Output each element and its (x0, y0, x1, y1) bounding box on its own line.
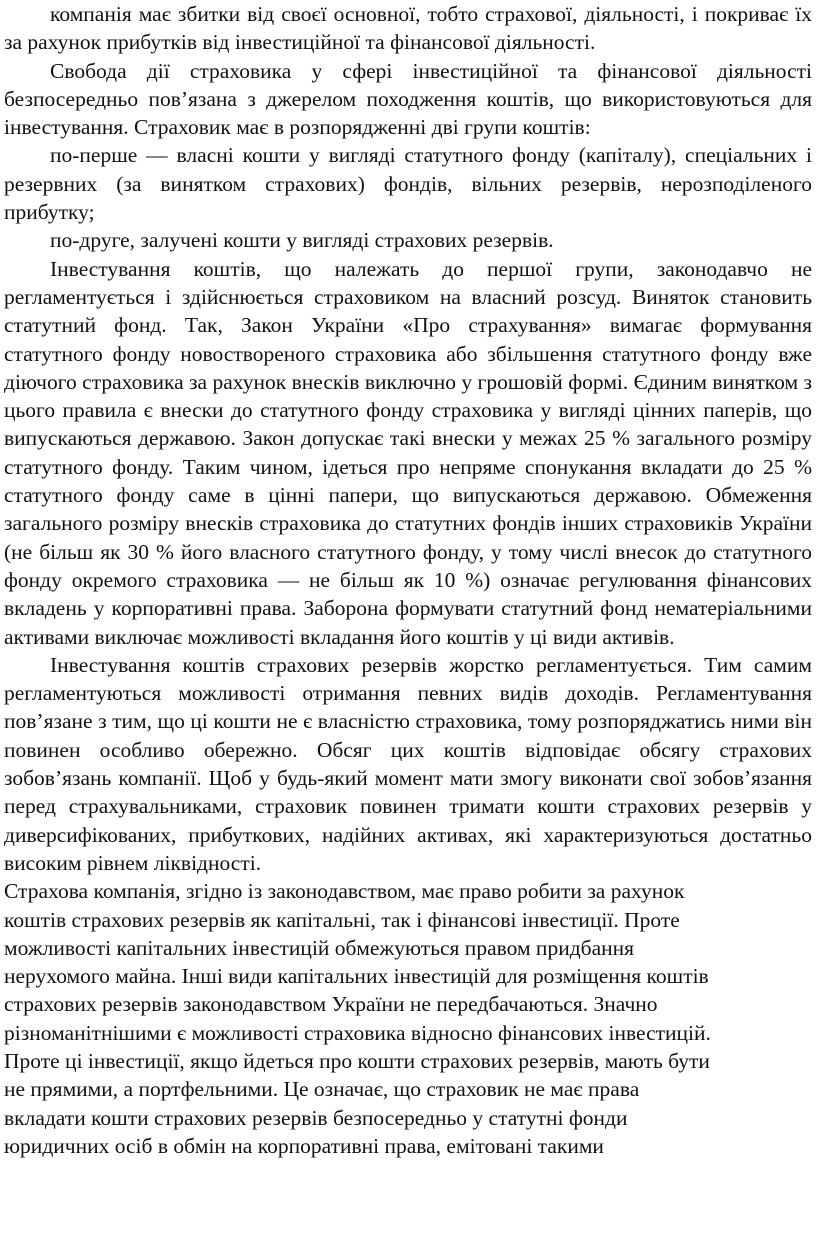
text-line: юридичних осіб в обмін на корпоративні права, емітовані такими (4, 1133, 604, 1158)
text-line: страхових резервів законодавством України не передбачаються. Значно (4, 992, 658, 1017)
paragraph-3: по-перше — власні кошти у вигляді статутного фонду (капіталу), спеціальних і резервних (за винятком страхових) фондів, вільних резервів, нерозподіленого прибутку; (4, 143, 812, 225)
paragraph-7 (4, 877, 812, 1160)
text-line: можливості капітальних інвестицій обмежуються правом придбання (4, 935, 635, 960)
text-line: різноманітнішими є можливості страховика відносно фінансових інвестицій. (4, 1020, 711, 1045)
text-line: не прямими, а портфельними. Це означає, що страховик не має права (4, 1077, 640, 1102)
paragraph-1: компанія має збитки від своєї основної, тобто страхової, діяльності, і покриває їх за рахунок прибутків від інвестиційної та фінансової діяльності. (4, 2, 812, 55)
paragraph-2: Свобода дії страховика у сфері інвестиційної та фінансової діяльності безпосередньо пов’язана з джерелом походження коштів, що використовуються для інвестування. Страховик має в розпорядженні дві групи коштів: (4, 58, 812, 140)
text-line: нерухомого майна. Інші види капітальних інвестицій для розміщення коштів (4, 964, 709, 989)
paragraph-4: по-друге, залучені кошти у вигляді страхових резервів. (50, 228, 554, 253)
text-line: Проте ці інвестиції, якщо йдеться про кошти страхових резервів, мають бути (4, 1048, 710, 1073)
paragraph-6: Інвестування коштів страхових резервів жорстко регламентується. Тим самим регламентуються можливості отримання певних видів доходів. Регламентування пов’язане з тим, що ці кошти не є власністю страховика, тому розпоряджатись ними він повинен особливо обережно. Обсяг цих коштів відповідає обсягу страхових зобов’язань компанії. Щоб у будь-який момент мати змогу виконати свої зобов’язання перед страхувальниками, страховик повинен тримати кошти страхових резервів у диверсифікованих, прибуткових, надійних активах, які характеризуються достатньо високим рівнем ліквідності. (4, 652, 812, 875)
text-line: коштів страхових резервів як капітальні, так і фінансові інвестиції. Проте (4, 907, 680, 932)
paragraph-5: Інвестування коштів, що належать до першої групи, законодавчо не регламентується і здійснюється страховиком на власний розсуд. Виняток становить статутний фонд. Так, Закон України «Про страхування» вимагає формування статутного фонду новоствореного страховика або збільшення статутного фонду вже діючого страховика за рахунок внесків виключно у грошовій формі. Єдиним винятком з цього правила є внески до статутного фонду страховика у вигляді цінних паперів, що випускаються державою. Закон допускає такі внески у межах 25 % загального розміру статутного фонду. Таким чином, ідеться про непряме спонукання вкладати до 25 % статутного фонду саме в цінні папери, що випускаються державою. Обмеження загального розміру внесків страховика до статутних фондів інших страховиків України (не більш як 30 % його власного статутного фонду, у тому числі внесок до статутного фонду окремого страховика — не більш як 10 %) означає регулювання фінансових вкладень у корпоративні права. Заборона формувати статутний фонд нематеріальними активами виключає можливості вкладання його коштів у ці види активів. (4, 256, 812, 649)
text-line: Страхова компанія, згідно із законодавством, має право робити за рахунок (4, 879, 685, 904)
text-line: вкладати кошти страхових резервів безпосередньо у статутні фонди (4, 1105, 628, 1130)
